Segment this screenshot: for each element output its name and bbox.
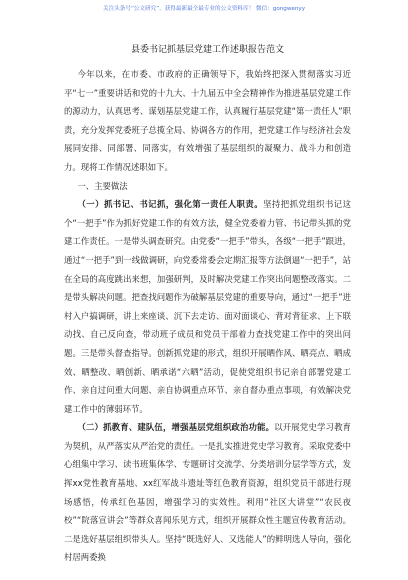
section-1-lead: （一）抓书记、书记抓，强化第一责任人职责。: [77, 199, 264, 210]
section-2-text: 以开展党史学习教育为契机，从严落实从严治党的责任。一是扎实推进党史学习教育。采取党委中心组集中学习、读书班集体学、专题研讨交流学、分类培训分层学等方式，发挥xx党性教育基地、xx红军战斗遗址等红色教育资源，组织党员干部进行现场感悟，传承红色基因，增强学习的实效性。利用“社区大讲堂”“农民夜校”“院落宣讲会”等群众喜闻乐见方式，组织开展群众性主题宣传教育活动。二是选好基层组织带头人。坚持“既选好人、又选能人”的鲜明选人导向，强化村居两委换: [64, 422, 352, 563]
document-body: [64, 42, 351, 567]
section-heading-main: [64, 177, 351, 196]
paragraph-section-2: [64, 418, 351, 567]
section-heading-text: 一、主要做法: [77, 180, 128, 191]
section-2-lead: （二）抓教育、建队伍，增强基层党组织政治功能。: [77, 422, 275, 433]
document-title: 县委书记抓基层党建工作述职报告范文: [130, 45, 284, 55]
paragraph-intro: [64, 65, 351, 177]
paragraph-intro-text: 今年以来，在市委、市政府的正确领导下，我始终把深入贯彻落实习近平“七一”重要讲话和党的十九大、十九届五中全会精神作为推进基层党建工作的源动力，认真思考、谋划基层党建工作，认真履行基层党建“第一责任人”职责，充分发挥党委班子总揽全局、协调各方的作用，把党建工作与经济社会发展同安排、同部署、同落实，有效增强了基层组织的凝聚力、战斗力和创造力。现将工作情况述职如下。: [64, 69, 351, 172]
top-banner: [0, 0, 408, 30]
paragraph-section-1: [64, 195, 351, 418]
banner-text: 关注头条号“公文研究”，获得最新最全最专业的公文资料库！ 微信：gongwenyy: [102, 6, 306, 12]
section-1-text: 坚持把抓党组织书记这个“一把手”作为抓好党建工作的有效方法，健全党委着力管、书记带头抓的党建工作责任。一是带头调查研究。由党委“一把手”带头，各级“一把手”跟进，通过“一把手”到一线做调研，向党委常委会定期汇报等方法倒逼“一把手”，站在全局的高度跳出来想，加强研判，及时解决党建工作突出问题整改落实。二是带头解决问题。把查找问题作为破解基层党建的重要导向，通过“一把手”进村入户搞调研，讲上来座谈、沉下去走访、面对面谈心、背对背征求、上下联动找、自己反向查，带动班子成员和党员干部着力查找党建工作中的突出问题。三是带头督查指导。创新抓党建的形式，组织开展晒作风、晒亮点、晒成效、晒整改、晒创新、晒承诺“六晒”活动，促使党组织书记亲自部署党建工作、亲自过问重大问题、亲自协调重点环节、亲自督办重点事项，有效解决党建工作中的薄弱环节。: [64, 199, 352, 414]
